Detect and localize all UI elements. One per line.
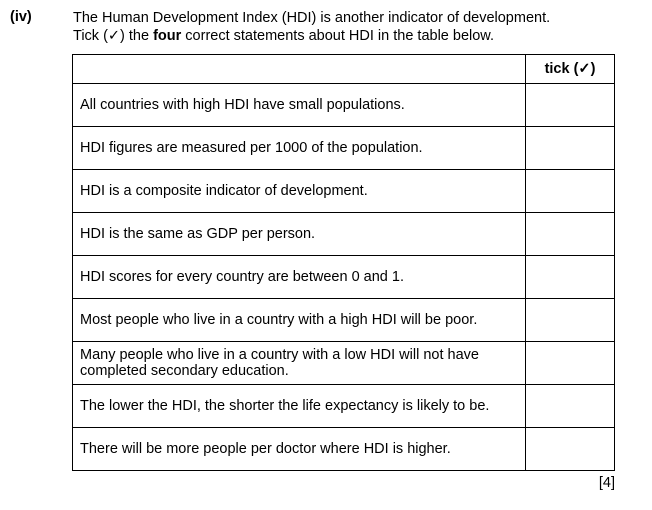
statement-text: The lower the HDI, the shorter the life expectancy is likely to be. xyxy=(73,385,526,428)
statement-text: All countries with high HDI have small populations. xyxy=(73,84,526,127)
tick-box[interactable] xyxy=(526,170,615,213)
marks-allocation: [4] xyxy=(598,475,615,491)
statement-text: HDI figures are measured per 1000 of the population. xyxy=(73,127,526,170)
table-row xyxy=(73,127,615,170)
statement-text: HDI scores for every country are between 0 and 1. xyxy=(73,256,526,299)
hdi-statements-table xyxy=(72,54,615,471)
question-prompt xyxy=(73,9,550,45)
tick-box[interactable] xyxy=(526,299,615,342)
statement-text: HDI is the same as GDP per person. xyxy=(73,213,526,256)
table-row xyxy=(73,385,615,428)
statement-text: HDI is a composite indicator of development. xyxy=(73,170,526,213)
statement-text: Many people who live in a country with a low HDI will not have completed secondary education. xyxy=(73,342,526,385)
table-row xyxy=(73,342,615,385)
tick-box[interactable] xyxy=(526,256,615,299)
statement-text: Most people who live in a country with a high HDI will be poor. xyxy=(73,299,526,342)
prompt-line-2-start: Tick (✓) the xyxy=(73,28,154,44)
prompt-line-2-end: correct statements about HDI in the table below. xyxy=(181,28,495,44)
tick-box[interactable] xyxy=(526,213,615,256)
statement-header xyxy=(73,55,526,84)
table-row xyxy=(73,428,615,471)
table-row xyxy=(73,213,615,256)
tick-header: tick (✓) xyxy=(526,55,615,84)
prompt-emphasis: four xyxy=(153,28,182,44)
tick-box[interactable] xyxy=(526,385,615,428)
table-row xyxy=(73,170,615,213)
table-row xyxy=(73,256,615,299)
tick-box[interactable] xyxy=(526,342,615,385)
table-row xyxy=(73,84,615,127)
tick-box[interactable] xyxy=(526,428,615,471)
prompt-line-2 xyxy=(73,27,550,45)
table-header-row xyxy=(73,55,615,84)
prompt-line-1: The Human Development Index (HDI) is another indicator of development. xyxy=(73,10,551,26)
question-number: (iv) xyxy=(10,9,32,25)
statement-text: There will be more people per doctor where HDI is higher. xyxy=(73,428,526,471)
tick-box[interactable] xyxy=(526,127,615,170)
table-row xyxy=(73,299,615,342)
tick-box[interactable] xyxy=(526,84,615,127)
